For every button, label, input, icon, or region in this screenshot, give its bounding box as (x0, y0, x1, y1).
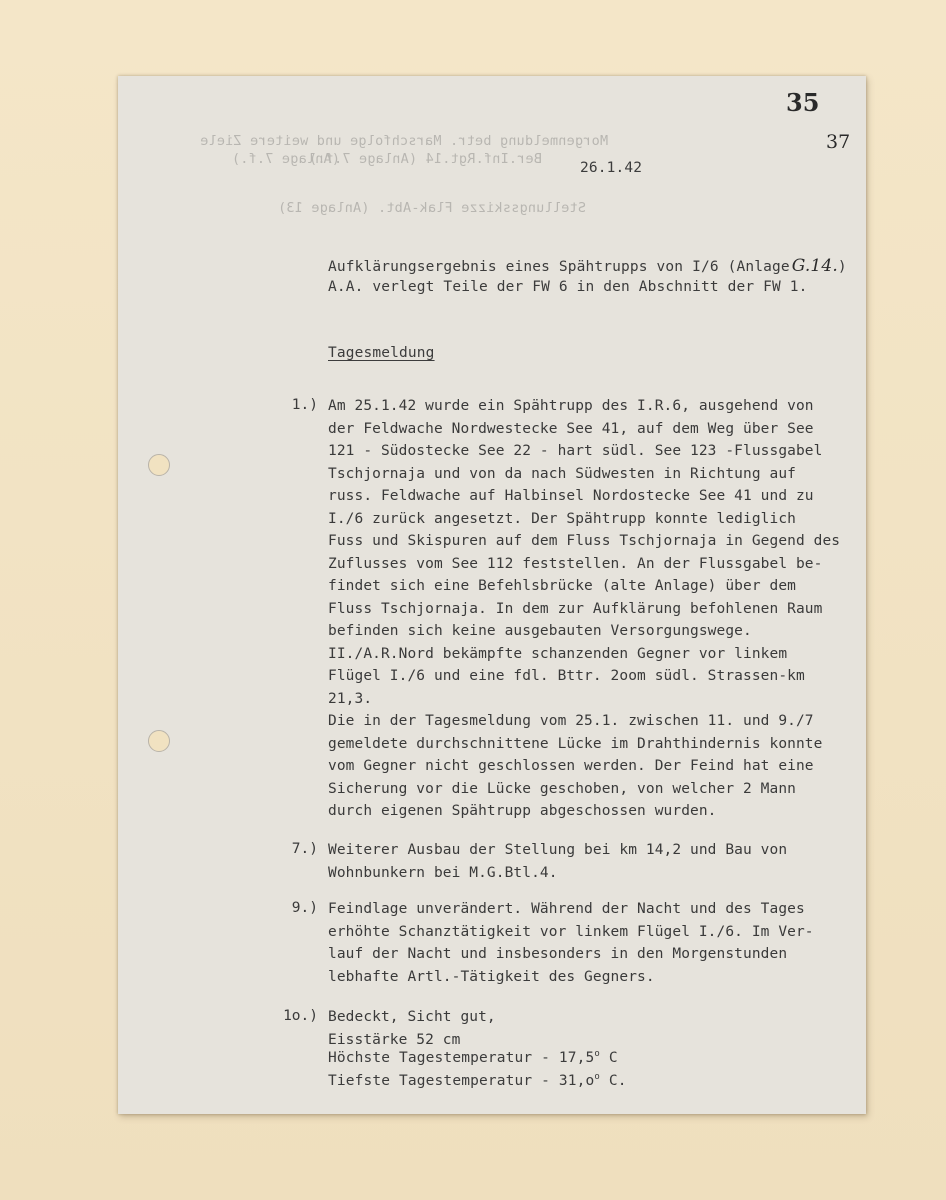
text-line: Am 25.1.42 wurde ein Spähtrupp des I.R.6, ausgehend von (328, 398, 814, 414)
text-line: Zuflusses vom See 112 feststellen. An der Flussgabel be- (328, 555, 823, 572)
text-line: 21,3. (328, 690, 373, 707)
text-line: II./A.R.Nord bekämpfte schanzenden Gegner vor linkem (328, 645, 788, 662)
text-line: I./6 zurück angesetzt. Der Spähtrupp konnte lediglich (328, 510, 796, 527)
intro-line-2: A.A. verlegt Teile der FW 6 in den Abschnitt der FW 1. (328, 279, 808, 295)
text-line: Sicherung vor die Lücke geschoben, von welcher 2 Mann (328, 780, 796, 797)
min-temperature-unit: C. (599, 1072, 627, 1089)
item-number: 7.) (291, 841, 318, 857)
punch-hole-top (148, 454, 170, 476)
text-line: findet sich eine Befehlsbrücke (alte Anlage) über dem (328, 578, 796, 594)
text-line: gemeldete durchschnittene Lücke im Drahthindernis konnte (328, 735, 823, 752)
intro-line-1-text: Aufklärungsergebnis eines Spähtrupps von I/6 (Anlage (328, 259, 790, 275)
text-line: vom Gegner nicht geschlossen werden. Der Feind hat eine (328, 758, 814, 774)
text-line: Fuss und Skispuren auf dem Fluss Tschjornaja in Gegend des (328, 533, 841, 549)
max-temperature-text: Höchste Tagestemperatur - 17,5 (328, 1049, 595, 1066)
bleed-through-line-2: (Anlage 7.f.) (231, 151, 340, 167)
document-date: 26.1.42 (580, 160, 643, 176)
text-line: durch eigenen Spähtrupp abgeschossen wurden. (328, 803, 717, 819)
item-number: 9.) (291, 900, 318, 916)
punch-hole-bottom (148, 730, 170, 752)
text-line: befinden sich keine ausgebauten Versorgungswege. (328, 623, 752, 639)
degree-sign: o (594, 1049, 600, 1059)
text-line: Weiterer Ausbau der Stellung bei km 14,2 und Bau von (328, 842, 788, 858)
text-line: Feindlage unverändert. Während der Nacht und des Tages (328, 901, 805, 917)
text-line: russ. Feldwache auf Halbinsel Nordostecke See 41 und zu (328, 488, 814, 504)
text-line: lauf der Nacht und insbesonders in den Morgenstunden (328, 946, 788, 962)
text-line: Tschjornaja und von da nach Südwesten in Richtung auf (328, 465, 796, 482)
page-number-stamp: 35 (786, 88, 820, 117)
bleed-through-line-4: Stellungsskizze Flak-Abt. (Anlage 13) (277, 200, 586, 216)
max-temperature-unit: C (599, 1049, 618, 1066)
min-temperature-text: Tiefste Tagestemperatur - 31,o (328, 1072, 595, 1089)
bleed-through-line-3: Ber.Inf.Rgt.14 (Anlage 7.f.) (308, 151, 542, 167)
intro-line-1 (328, 256, 847, 276)
text-line: Eisstärke 52 cm (328, 1031, 461, 1048)
section-heading: Tagesmeldung (328, 345, 435, 361)
min-temperature (328, 1072, 627, 1089)
handwritten-annex-number: G.14. (791, 256, 838, 276)
text-line: Wohnbunkern bei M.G.Btl.4. (328, 864, 558, 881)
text-line: Die in der Tagesmeldung vom 25.1. zwischen 11. und 9./7 (328, 713, 814, 729)
item-number: 1o.) (283, 1008, 318, 1024)
text-line: lebhafte Artl.-Tätigkeit des Gegners. (328, 968, 655, 985)
text-line: der Feldwache Nordwestecke See 41, auf dem Weg über See (328, 420, 814, 437)
item-number: 1.) (291, 397, 318, 413)
max-temperature (328, 1049, 618, 1066)
degree-sign: o (594, 1072, 600, 1082)
text-line: Bedeckt, Sicht gut, (328, 1009, 496, 1025)
text-line: 121 - Südostecke See 22 - hart südl. See 123 -Flussgabel (328, 443, 823, 459)
text-line: Fluss Tschjornaja. In dem zur Aufklärung befohlenen Raum (328, 600, 823, 617)
intro-line-1-close: ) (837, 259, 847, 275)
page-number-handwritten: 37 (826, 131, 851, 153)
text-line: erhöhte Schanztätigkeit vor linkem Flügel I./6. Im Ver- (328, 923, 814, 940)
bleed-through-line-1: Morgenmeldung betr. Marschfolge und weitere Ziele (200, 133, 609, 149)
text-line: Flügel I./6 und eine fdl. Bttr. 2oom südl. Strassen-km (328, 668, 805, 684)
